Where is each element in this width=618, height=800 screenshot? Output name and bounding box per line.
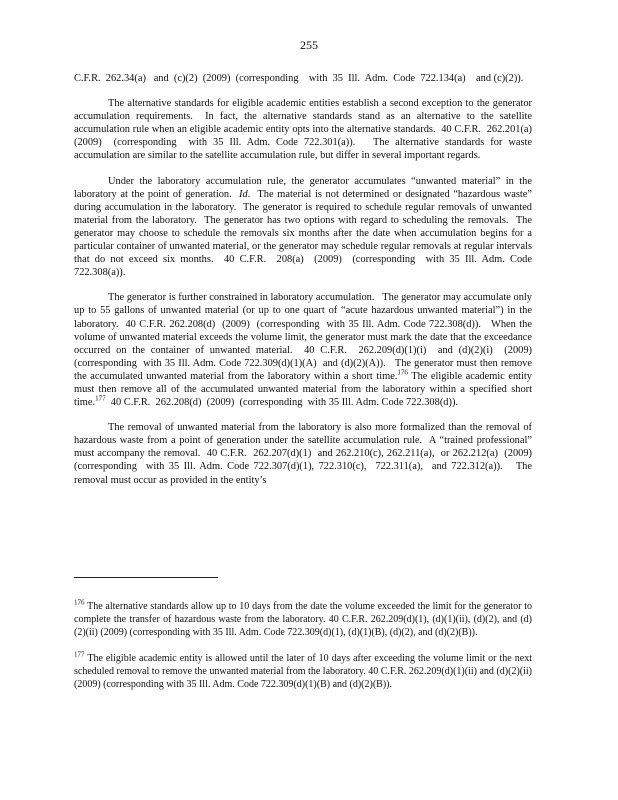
text-run: The generator is further constrained in laboratory accumulation. The generator may accumulate only up to 55 gallons of unwanted material (or up to one quart of “acute hazardous unwanted material”) in the laboratory. 40 C.F.R. 262.208(d) (2009) (corresponding with 35 Ill. Adm. Code 722.308(d)). When the volume of unwanted material exceeds the volume limit, the generator must mark the date that the exceedance occurred on the container of unwanted material. 40 C.F.R. 262.209(d)(1)(i) and (d)(2)(i) (2009) (corresponding with 35 Ill. Adm. Code 722.309(d)(1)(A) and (d)(2)(A)). The generator must then remove the accumulated unwanted material from the laboratory within a short time. xyxy=(74,292,538,382)
text-run: Under the laboratory accumulation rule, the generator accumulates “unwanted material” in the laboratory at the point of generation. xyxy=(74,175,535,200)
paragraph xyxy=(74,421,538,486)
body-text xyxy=(74,72,538,499)
paragraph xyxy=(74,291,538,409)
text-run: The eligible academic entity is allowed until the later of 10 days after exceeding the volume limit or the next scheduled removal to remove the unwanted material from the laboratory. 40 C.F.R. 262.209(d)(1)(ii) and (d)(2)(ii) (2009) (corresponding with 35 Ill. Adm. Code 722.309(d)(1)(B) and (d)(2)(B)). xyxy=(74,653,532,691)
text-run: The alternative standards for eligible academic entities establish a second exception to the generator accumulation requirements. In fact, the alternative standards stand as an alternative to the satellite accumulation rule when an eligible academic entity opts into the alternative standards. 40 C.F.R. 262.201(a) (2009) (corresponding with 35 Ill. Adm. Code 722.301(a)). The alternative standards for waste accumulation are similar to the satellite accumulation rule, but differ in several important regards. xyxy=(74,98,538,162)
paragraph xyxy=(74,97,538,162)
footnote xyxy=(74,600,532,639)
paragraph xyxy=(74,175,535,280)
page-number: 255 xyxy=(300,38,318,52)
footnote-separator xyxy=(74,577,218,578)
paragraph xyxy=(74,72,532,85)
italic-text: Id xyxy=(239,188,248,200)
text-run: . The material is not determined or designated “hazardous waste” during accumulation in the laboratory. The generator is required to schedule regular removals of unwanted material from the laboratory. The generator has two options with regard to scheduling the removals. The generator may choose to schedule the removals six months after the date when accumulation begins for a particular container of unwanted material, or the generator may schedule regular removals at regular intervals that do not exceed six months. 40 C.F.R. 208(a) (2009) (corresponding with 35 Ill. Adm. Code 722.308(a)). xyxy=(74,188,535,279)
footnote-ref: 177 xyxy=(95,394,106,403)
text-run: The alternative standards allow up to 10 days from the date the volume exceeded the limit for the generator to complete the transfer of hazardous waste from the laboratory. 40 C.F.R. 262.209(d)(1), (d)(1)(ii), (d)(2), and (d)(2)(ii) (2009) (corresponding with 35 Ill. Adm. Code 722.309(d)(1), (d)(1)(B), (d)(2), and (d)(2)(B)). xyxy=(74,601,532,639)
footnote-ref: 176 xyxy=(397,368,408,377)
text-run: The removal of unwanted material from the laboratory is also more formalized than the removal of hazardous waste from a point of generation under the satellite accumulation rule. A “trained professional” must accompany the removal. 40 C.F.R. 262.207(d)(1) and 262.210(c), 262.211(a), or 262.212(a) (2009) (corresponding with 35 Ill. Adm. Code 722.307(d)(1), 722.310(c), 722.311(a), and 722.312(a)). The removal must occur as provided in the entity’s xyxy=(74,422,538,486)
footnote-ref: 176 xyxy=(74,598,85,607)
footnotes xyxy=(74,600,532,705)
text-run: 40 C.F.R. 262.208(d) (2009) (corresponding with 35 Ill. Adm. Code 722.308(d)). xyxy=(105,397,458,409)
text-run: The eligible academic entity must then remove all of the accumulated unwanted material from the laboratory within a specified short time. xyxy=(74,370,535,409)
footnote-ref: 177 xyxy=(74,650,85,659)
footnote xyxy=(74,652,532,691)
text-run: C.F.R. 262.34(a) and (c)(2) (2009) (corresponding with 35 Ill. Adm. Code 722.134(a) and (c)(2)). xyxy=(74,73,524,84)
